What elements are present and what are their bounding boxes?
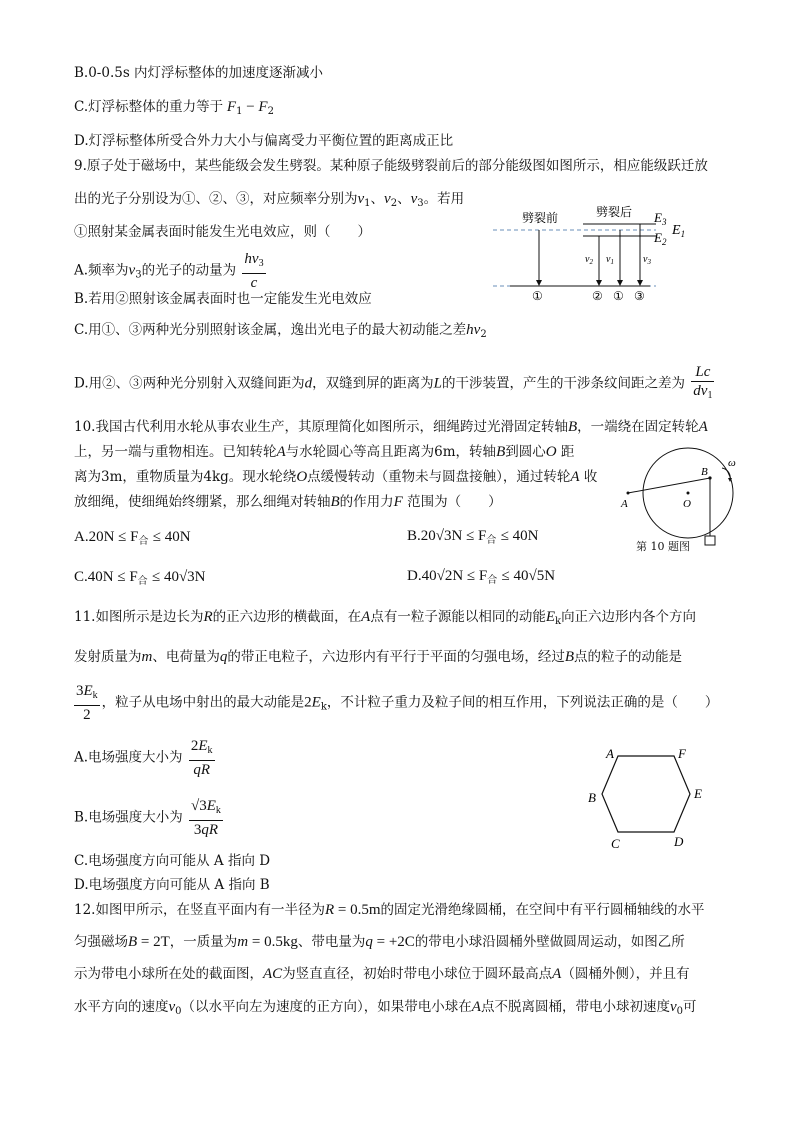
q9-stem-line3: ①照射某金属表面时能发生光电效应，则（ ） [74,224,371,240]
label-v1: $\nu_1$ [606,254,614,266]
q11-option-a: A.电场强度大小为 $\frac{2E_k}{qR}$ [74,738,213,778]
vertex-e: E [694,786,702,801]
rope-segment-a-b [628,478,710,493]
q11-stem-line2: 发射质量为m、电荷量为q的带正电粒子，六边形内有平行于平面的匀强电场，经过B点的粒子的动能是 [74,649,683,665]
q8-option-b: B.0-0.5s 内灯浮标整体的加速度逐渐减小 [74,65,324,81]
label-after-split: 劈裂后 [596,205,633,219]
vertex-d: D [674,834,684,849]
vertex-c: C [611,836,620,851]
q10-figure-caption: 第 10 题图 [636,540,690,553]
q9-option-d: D.用②、③两种光分别射入双缝间距为d，双缝到屏的距离为L的干涉装置，产生的干涉条纹间距之差为 $\frac{Lc}{d\nu_1}$ [74,363,716,405]
q10-stem-line2: 上，另一端与重物相连。已知转轮A与水轮圆心等高且距离为6m，转轴B到圆心O 距 [74,444,575,460]
q9-stem-line2: 出的光子分别设为①、②、③，对应频率分别为$\nu_1$、$\nu_2$、$\nu_3$。若用 [74,191,465,209]
q11-option-c: C.电场强度方向可能从 A 指向 D [74,853,271,869]
q12-stem-line3: 示为带电小球所在处的截面图，AC为竖直直径，初始时带电小球位于圆环最高点A（圆桶外侧），并且有 [74,966,690,982]
q10-option-b: $B.20√3N \le F_合 \le 40N$ [407,528,539,546]
label-o: O [683,498,691,510]
q10-option-a: $A.20N \le F_合 \le 40N$ [74,529,191,547]
label-omega: ω [728,457,736,469]
q10-stem-line3: 离为3m，重物质量为4kg。现水轮绕O点缓慢转动（重物未与圆盘接触），通过转轮A 收 [74,469,598,485]
q9-option-b: B.若用②照射该金属表面时也一定能发生光电效应 [74,291,372,307]
q9-energy-level-diagram [488,200,698,305]
q10-option-d: $D.40√2N \le F_合 \le 40√5N$ [407,568,556,586]
q12-stem-line1: 12.如图甲所示，在竖直平面内有一半径为R = 0.5m的固定光滑绝缘圆桶，在空间中有平行圆桶轴线的水平 [74,902,705,918]
vertex-b: B [588,790,596,805]
weight-block [705,536,715,545]
label-e1: $E_1$ [672,223,686,239]
q9-momentum-fraction: $\frac{h\nu_3}{c}$ [244,251,264,291]
q12-stem-line4: 水平方向的速度$v_0$（以水平向左为速度的正方向），如果带电小球在A点不脱离圆桶，带电小球初速度$v_0$可 [74,999,697,1017]
circle-label-3: ③ [634,289,645,303]
q12-stem-line2: 匀强磁场B = 2T，一质量为m = 0.5kg、带电量为q = +2C的带电小球沿圆桶外壁做圆周运动，如图乙所 [74,934,685,950]
axis-b-dot [708,476,711,479]
q11-option-b: B.电场强度大小为 $\frac{√3E_k}{3qR}$ [74,798,221,838]
circle-label-2: ② [592,289,603,303]
q11-stem-line1: 11.如图所示是边长为R的正六边形的横截面，在A点有一粒子源能以相同的动能$E_k$向正六边形内各个方向 [74,609,697,627]
label-v3: $\nu_3$ [643,254,651,266]
q8-option-d: D.灯浮标整体所受合外力大小与偏离受力平衡位置的距离成正比 [74,133,454,149]
label-v2: $\nu_2$ [585,254,593,266]
circle-label-1: ① [532,289,543,303]
center-o-dot [687,492,690,495]
q9-stem-line1: 9.原子处于磁场中，某些能级会发生劈裂。某种原子能级劈裂前后的部分能级图如图所示，相应能级跃迁放 [74,158,708,174]
q11-stem-line3: $\frac{3E_k}{2}$ ，粒子从电场中射出的最大动能是$2E_k$，不计粒子重力及粒子间的相互作用，下列说法正确的是（ ） [76,683,719,723]
q10-option-c: $C.40N \le F_合 \le 40√3N$ [74,569,206,587]
q9-fringe-fraction: $\frac{Lc}{d\nu_1}$ [693,364,713,401]
q9-option-a: A.频率为$\nu_3$的光子的动量为 $\frac{h\nu_3}{c}$ [74,251,264,291]
label-before-split: 劈裂前 [522,211,559,225]
q10-stem-line1: 10.我国古代利用水轮从事农业生产，其原理简化如图所示，细绳跨过光滑固定转轴B，一端绕在固定转轮A [74,419,708,435]
vertex-a: A [606,746,614,761]
q11-option-d: D.电场强度方向可能从 A 指向 B [74,877,270,893]
q10-stem-line4: 放细绳，使细绳始终绷紧，那么细绳对转轴B的作用力F 范围为（ ） [74,494,502,510]
circle-label-1b: ① [613,289,624,303]
hexagon [602,756,690,832]
vertex-f: F [678,746,686,761]
label-a: A [621,498,628,510]
label-b: B [701,466,708,478]
label-e3: $E_3$ [654,210,667,227]
q11-hexagon-figure [580,742,720,854]
q9-option-c: C.用①、③两种光分别照射该金属，逸出光电子的最大初动能之差$h\nu_2$ [74,322,487,340]
q8-option-c: C.灯浮标整体的重力等于 $F_1 - F_2$ [74,99,274,117]
label-e2: $E_2$ [654,230,667,247]
